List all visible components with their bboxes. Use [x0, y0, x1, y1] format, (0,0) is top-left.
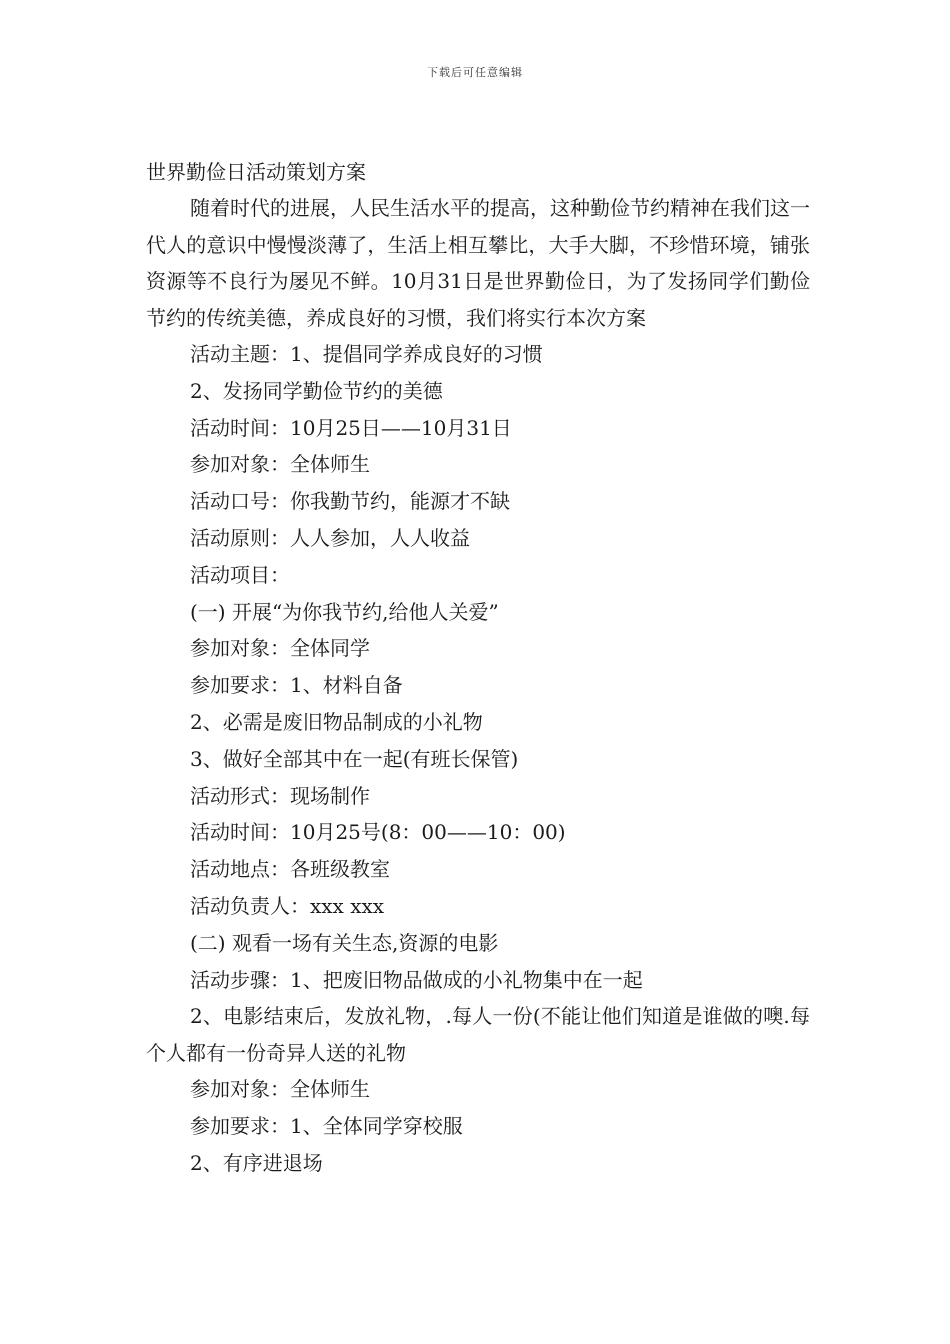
project-1-participants: 参加对象：全体同学: [190, 636, 370, 661]
project-2-requirement-2: 2、有序进退场: [190, 1150, 323, 1175]
project-1-heading: (一) 开展“为你我节约,给他人关爱”: [190, 599, 499, 624]
project-1-requirement-2: 2、必需是废旧物品制成的小礼物: [190, 709, 483, 734]
project-2-step-1: 活动步骤：1、把废旧物品做成的小礼物集中在一起: [190, 967, 643, 992]
project-2-step-2-paragraph: 2、电影结束后，发放礼物，.每人一份(不能让他们知道是谁做的噢.每个人都有一份奇异人送的礼物: [146, 1004, 810, 1065]
participants-line: 参加对象：全体师生: [190, 452, 370, 477]
project-1-requirement-3: 3、做好全部其中在一起(有班长保管): [190, 746, 519, 771]
header-note: 下载后可任意编辑: [427, 66, 523, 79]
document-title: 世界勤俭日活动策划方案: [146, 160, 366, 184]
project-1-time: 活动时间：10月25号(8：00——10：00): [190, 820, 566, 845]
project-1-requirement-1: 参加要求：1、材料自备: [190, 673, 403, 698]
project-1-leader: 活动负责人：xxx xxx: [190, 893, 385, 918]
activity-theme-line: 活动主题：1、提倡同学养成良好的习惯: [190, 342, 543, 366]
projects-heading: 活动项目：: [190, 562, 290, 587]
project-1-location: 活动地点：各班级教室: [190, 857, 390, 882]
project-1-format: 活动形式：现场制作: [190, 783, 370, 808]
slogan-line: 活动口号：你我勤节约，能源才不缺: [190, 489, 510, 514]
document-body: [146, 154, 810, 1182]
project-2-heading: (二) 观看一场有关生态,资源的电影: [190, 930, 499, 955]
activity-time-line: 活动时间：10月25日——10月31日: [190, 415, 512, 440]
intro-paragraph: 随着时代的进展，人民生活水平的提高，这种勤俭节约精神在我们这一代人的意识中慢慢淡薄了，生活上相互攀比，大手大脚，不珍惜环境，铺张资源等不良行为屡见不鲜。10月31日是世界勤俭日，为了发扬同学们勤俭节约的传统美德，养成良好的习惯，我们将实行本次方案: [146, 196, 810, 330]
principle-line: 活动原则：人人参加，人人收益: [190, 525, 470, 550]
project-2-requirement-1: 参加要求：1、全体同学穿校服: [190, 1114, 463, 1139]
project-2-participants: 参加对象：全体师生: [190, 1077, 370, 1102]
activity-theme-item-2: 2、发扬同学勤俭节约的美德: [190, 378, 443, 403]
